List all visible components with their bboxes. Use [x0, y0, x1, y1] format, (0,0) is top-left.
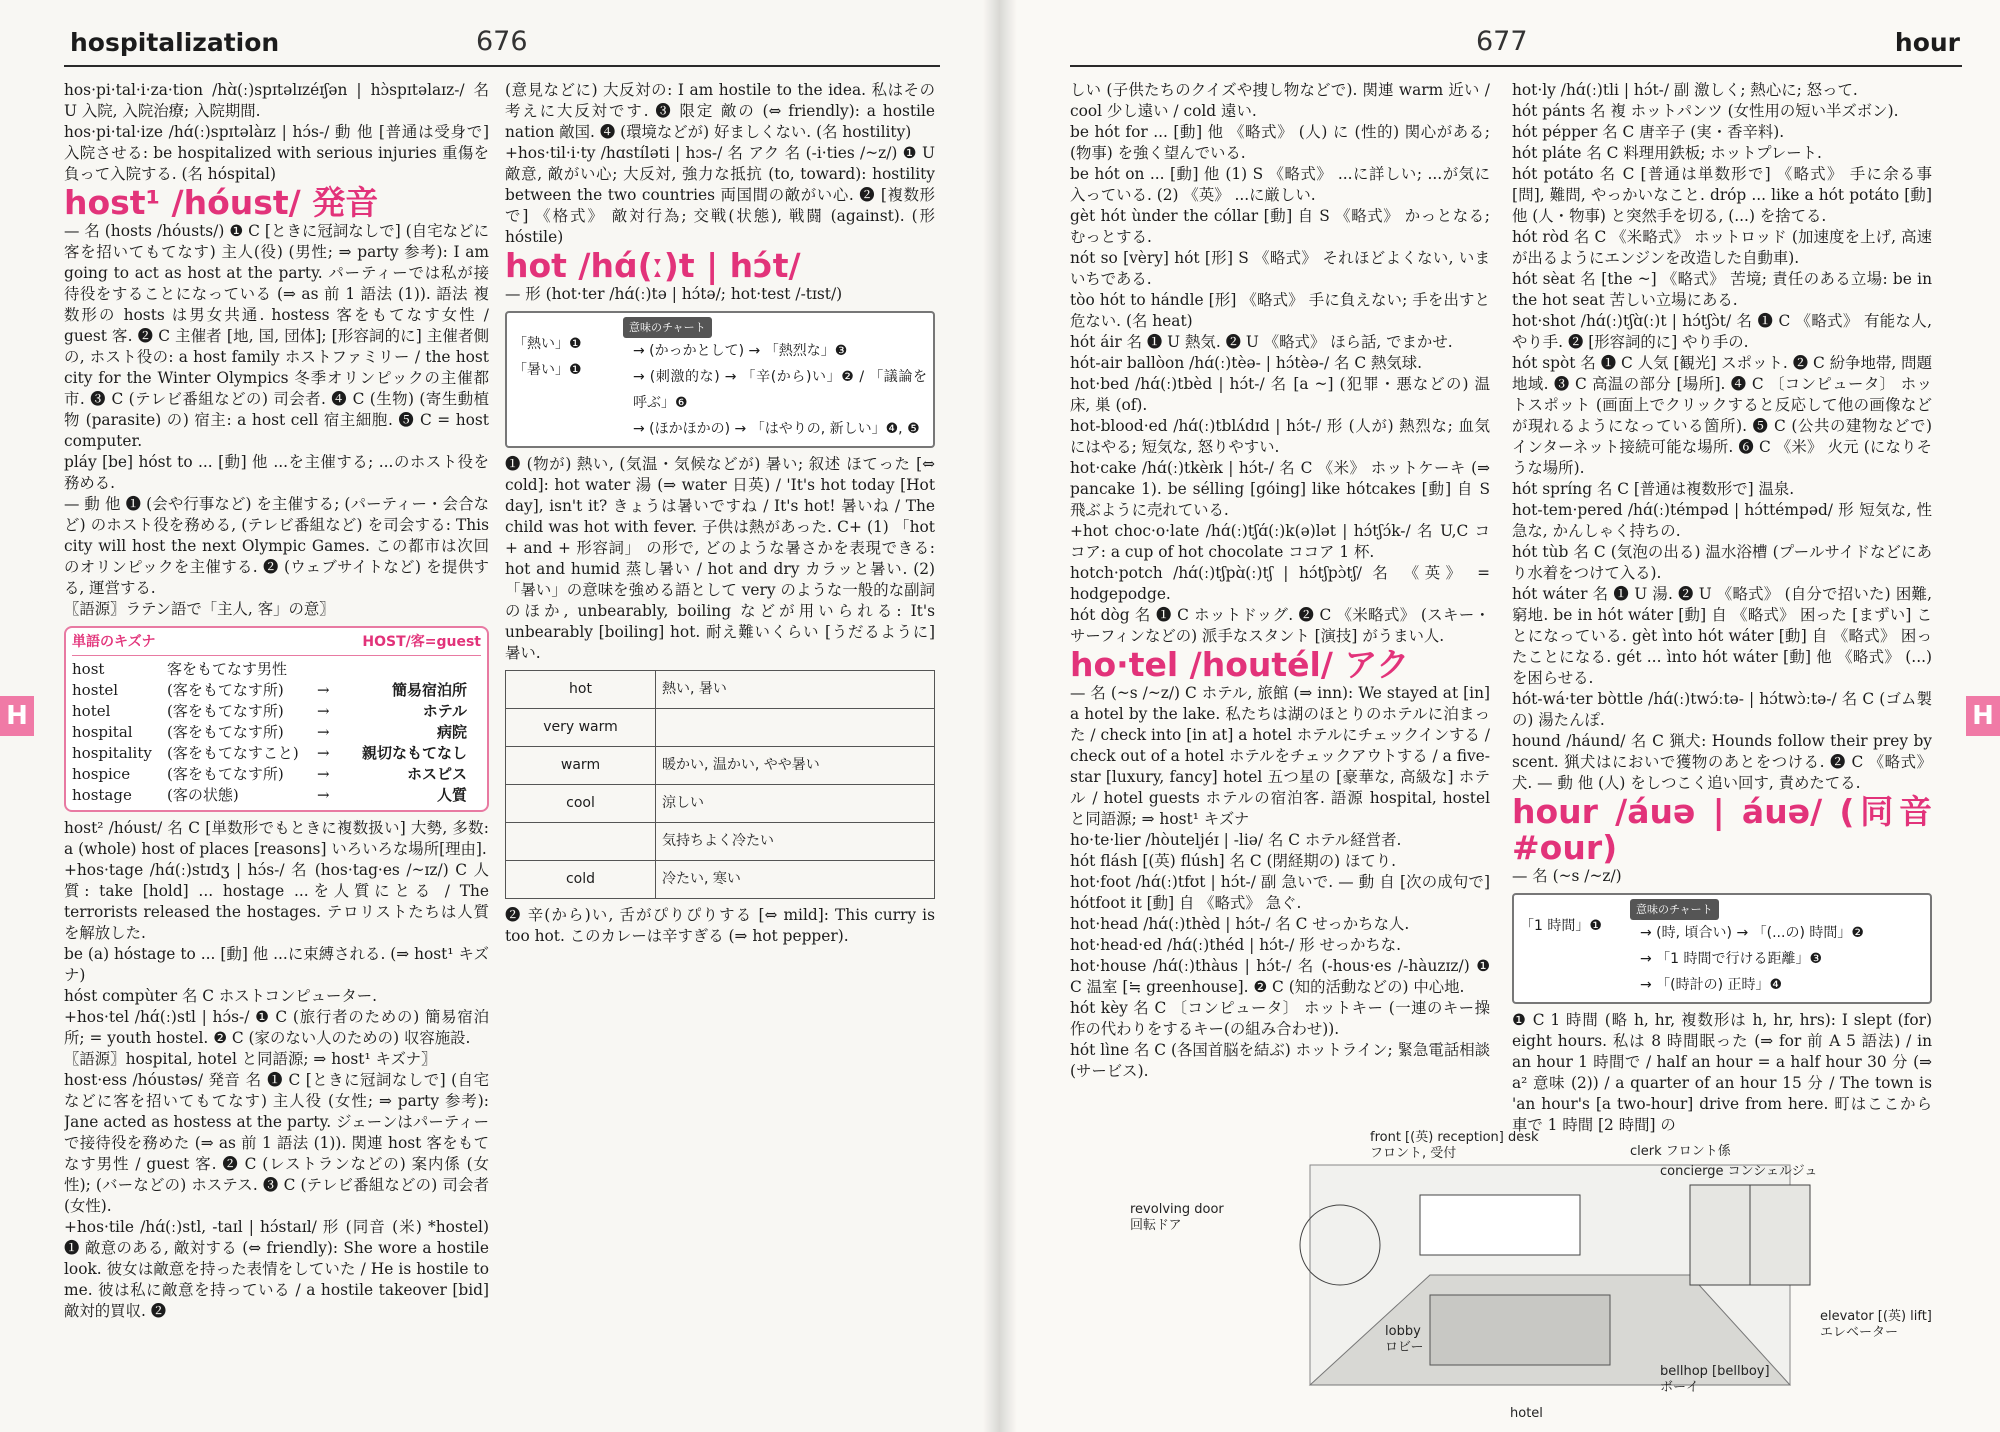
chart-row: → (かっかとして) → 「熱烈な」❸ [633, 343, 848, 359]
kizuna-cell: hospitality [72, 744, 152, 762]
entry: +hot choc·o·late /hɑ́(ː)tʃɑ́(ː)k(ə)lət | hɔ́tʃɔ́k-/ 名 U,C ココア: a cup of hot chocolate ココア 1 杯. [1070, 522, 1490, 561]
label-elevator: elevator [(英) lift] [1820, 1309, 1932, 1324]
entry: hot·head·ed /hɑ́(ː)théd | hɔ́t-/ 形 せっかちな. [1070, 936, 1402, 954]
table-row [506, 861, 935, 899]
chart-left-item: 「熱い」❶ [513, 336, 582, 352]
entry: host² /hóust/ 名 C [単数形でもときに複数扱い] 大勢, 多数: a (whole) host of places [reasons] いろいろな場所[理由]. [64, 819, 489, 858]
entry: hót-air ballòon /hɑ́(ː)tèə- | hɔ́tèə-/ 名 C 熱気球. [1070, 354, 1423, 372]
elevator-door [1690, 1185, 1750, 1285]
kizuna-cell [317, 659, 357, 680]
kizuna-rows [72, 659, 481, 806]
kizuna-row [72, 743, 481, 764]
table-cell: very warm [506, 709, 656, 747]
label-revolving-door: revolving door [1130, 1202, 1224, 1217]
entry: ho·te·lier /hòuteljéɪ | -liə/ 名 C ホテル経営者. [1070, 831, 1402, 849]
page-number: 676 [476, 26, 528, 57]
entry: hót-wá·ter bòttle /hɑ́(ː)twɔ́ːtə- | hɔ́twɔ̀ːtə-/ 名 C (ゴム製の) 湯たんぽ. [1512, 690, 1932, 729]
entry: +hos·tile /hɑ́(ː)stl, -taɪl | hɔ́staɪl/ 形 (同音 (米) *hostel) ❶ 敵意のある, 敵対する (⇔ friendly): She wore a hostile look. 彼女は敵意を持った表情をしていた / He is hostile to me. 彼は私に敵意を持っている / a hostile takeover [bid] 敵対的買収. ❷ [64, 1218, 489, 1320]
table-cell: hot [506, 671, 656, 709]
table-row [506, 671, 935, 709]
index-tab: H [1966, 696, 2000, 736]
entry: hot·cake /hɑ́(ː)tkèɪk | hɔ́t-/ 名 C 《米》 ホットケーキ (⇒ pancake 1). be sélling [góing] like hótcakes [動] 自 S 飛ぶように売れている. [1070, 459, 1490, 519]
lobby-carpet [1430, 1295, 1610, 1365]
temperature-table [505, 670, 935, 899]
index-tab: H [0, 696, 34, 736]
entry: hóst compùter 名 C ホストコンピューター. [64, 987, 378, 1005]
kizuna-cell [357, 659, 467, 680]
kizuna-cell: (客をもてなす所) [167, 702, 284, 720]
kizuna-cell: → [317, 702, 330, 720]
book-gutter [983, 0, 1017, 1432]
entry: hos·pi·tal·i·za·tion /hɑ̀(ː)spɪtəlɪzéɪʃən | hɔ̀spɪtəlaɪz-/ 名 U 入院, 入院治療; 入院期間. [64, 81, 489, 120]
entry: しい (子供たちのクイズや捜し物などで). 関連 warm 近い / cool 少し遠い / cold 遠い. [1070, 81, 1490, 120]
kizuna-cell: hospice [72, 765, 131, 783]
headword [1070, 647, 1490, 683]
running-head: hour [1894, 28, 1960, 57]
entry: hót áir 名 ❶ U 熱気. ❷ U 《略式》 ほら話, でまかせ. [1070, 333, 1453, 351]
kizuna-cell: host [72, 660, 105, 678]
kizuna-cell: ホテル [422, 702, 467, 720]
chart-left-item: 「暑い」❶ [513, 362, 582, 378]
hotel-lobby-illustration [1130, 1125, 1970, 1425]
kizuna-row [72, 701, 481, 722]
label-bellhop-ja: ボーイ [1660, 1380, 1700, 1395]
header-rule [1070, 65, 1962, 67]
table-cell: 涼しい [656, 785, 935, 823]
chart-row: → 「(時計の) 正時」❹ [1640, 977, 1783, 993]
table-row [506, 823, 935, 861]
kizuna-tag: HOST/客=guest [362, 634, 481, 650]
label-front-desk-ja: フロント, 受付 [1370, 1146, 1457, 1161]
column-1 [64, 80, 489, 1422]
kizuna-cell: 簡易宿泊所 [391, 681, 467, 699]
kizuna-cell: → [317, 723, 330, 741]
kizuna-cell: (客の状態) [167, 786, 239, 804]
entry: host·ess /hóustəs/ 発音 名 ❶ C [ときに冠詞なしで] (自宅などに客を招いてもてなす) 主人役 (女性; ⇒ party 参考): Jane acted as hostess at the party. ジェーンはパーティーで接待役を務めた (⇒ as 前 1 語法 (1)). 関連 host 客をもてなす男性 / guest 客. ❷ C (レストランなどの) 案内係 (女性); (バーなどの) ホステス. ❸ C (テレビ番組などの) 司会者 (女性). [64, 1071, 489, 1215]
kizuna-cell: (客をもてなす所) [167, 765, 284, 783]
entry: hót spríng 名 C [普通は複数形で] 温泉. [1512, 480, 1795, 498]
label-concierge: concierge コンシェルジュ [1660, 1164, 1818, 1179]
table-cell [506, 823, 656, 861]
chart-tag: 意味のチャート [1630, 899, 1719, 920]
kizuna-cell: → [317, 744, 330, 762]
entry: — 形 (hot·ter /hɑ́(ː)tə | hɔ́tə/; hot·test /-tɪst/) [505, 285, 843, 303]
table-row [506, 785, 935, 823]
chart-left [513, 331, 623, 383]
entry: hót spòt 名 ❶ C 人気 [観光] スポット. ❷ C 紛争地帯, 問題地域. ❸ C 高温の部分 [場所]. ❹ C 〔コンピュータ〕 ホットスポット (画面上でクリックすると反応して他の画像などが現れるようになっている箇所). ❺ C (公共の建物などで) インターネット接続可能な場所. ❻ C 《米》 火元 (になりそうな場所). [1512, 354, 1932, 477]
chart-tag: 意味のチャート [623, 317, 712, 338]
kizuna-title-bar [72, 632, 481, 656]
entry: nót so [vèry] hót [形] S 《略式》 それほどよくない, いまいちである. [1070, 249, 1490, 288]
table-row [506, 747, 935, 785]
chart-left: 「1 時間」❶ [1520, 918, 1602, 934]
table-cell: 気持ちよく冷たい [656, 823, 935, 861]
entry: — 名 (~s /~z/) C ホテル, 旅館 (⇒ inn): We stayed at [in] a hotel by the lake. 私たちは湖のほとりのホテルに泊まった / check into [in at] a hotel ホテルにチェックインする / check out of a hotel ホテルをチェックアウトする / a five-star [luxury, fancy] hotel 五つ星の [豪華な, 高級な] ホテル / hotel guests ホテルの宿泊客. 語源 hospital, hostel と同語源; ⇒ host¹ キズナ [1070, 684, 1490, 828]
entry: ❶ C 1 時間 (略 h, hr, 複数形は h, hr, hrs): I slept (for) eight hours. 私は 8 時間眠った (⇒ for 前 A 5 語法) / in an hour 1 時間で / half an hour = a half hour 30 分 (⇒ a² 意味 (2)) / a quarter of an hour 15 分 / The town is 'an hour's [a two-hour] drive from here. 町はここから車で 1 時間 [2 時間] の [1512, 1011, 1932, 1134]
kizuna-cell: hostel [72, 681, 119, 699]
elevator-door [1750, 1185, 1810, 1285]
entry: tòo hót to hándle [形] 《略式》 手に負えない; 手を出すと危ない. (名 heat) [1070, 291, 1490, 330]
entry: hos·pi·tal·ize /hɑ́(ː)spɪtəlàɪz | hɔ́s-/ 動 他 [普通は受身で] 入院させる: be hospitalized with serious injuries 重傷を負って入院する. (名 hóspital) [64, 123, 489, 183]
entry: hot·shot /hɑ́(ː)tʃɑ̀(ː)t | hɔ́tʃɔ̀t/ 名 ❶ C 《略式》 有能な人, やり手. ❷ [形容詞的に] やり手の. [1512, 312, 1932, 351]
entry: hót flásh [(英) flúsh] 名 C (閉経期の) ほてり. [1070, 852, 1397, 870]
headword-text: hot /hɑ́(ː)t | hɔ́t/ [505, 246, 801, 285]
entry: hót wáter 名 ❶ U 湯. ❷ U 《略式》 (自分で招いた) 困難, 窮地. be in hót wáter [動] 自 《略式》 困った [まずい] ことになっている. gèt ìnto hót wáter [動] 自 《略式》 困ったことになる. gét ... ìnto hót wáter [動] 他 《略式》 (...) を困らせる. [1512, 585, 1932, 687]
label-clerk: clerk フロント係 [1630, 1144, 1731, 1159]
kizuna-cell: 親切なもてなし [361, 744, 467, 762]
table-cell: cold [506, 861, 656, 899]
kizuna-row [72, 680, 481, 701]
entry: hót sèat 名 [the ~] 《略式》 苦境; 責任のある立場: be in the hot seat 苦しい立場にある. [1512, 270, 1932, 309]
kizuna-cell: → [317, 765, 330, 783]
entry: be (a) hóstage to ... [動] 他 ...に束縛される. (⇒ host¹ キズナ) [64, 945, 489, 984]
entry: gèt hót ùnder the cóllar [動] 自 S 《略式》 かっとなる; むっとする. [1070, 207, 1490, 246]
kizuna-cell: → [317, 786, 330, 804]
table-cell: 冷たい, 寒い [656, 861, 935, 899]
chart-row: → (ほかほかの) → 「はやりの, 新しい」❹, ❺ [633, 421, 920, 437]
label-bellhop: bellhop [bellboy] [1660, 1364, 1770, 1379]
kizuna-row [72, 785, 481, 806]
kizuna-box [64, 626, 489, 812]
table-cell: cool [506, 785, 656, 823]
entry: hót dòg 名 ❶ C ホットドッグ. ❷ C 《米略式》 (スキー・サーフィンなどの) 派手なスタント [演技] がうまい人. [1070, 606, 1490, 645]
column-2 [505, 80, 935, 1422]
entry: +hos·til·i·ty /hɑstíləti | hɔs-/ 名 アク 名 (-i·ties /~z/) ❶ U 敵意, 敵がい心; 大反対, 強力な抵抗 (to, toward): hostility between the two countries 両国間の敵がい心. ❷ [複数形で] 《格式》 敵対行為; 交戦(状態), 戦闘 (against). (形 hóstile) [505, 144, 935, 246]
entry: hót potáto 名 C [普通は単数形で] 《略式》 手に余る事[問], 難問, やっかいなこと. dróp ... like a hót potáto [動] 他 (人・物事) と突然手を切る, (...) を捨てる. [1512, 165, 1932, 225]
kizuna-cell: hostage [72, 786, 132, 804]
kizuna-cell: 病院 [436, 723, 467, 741]
running-head: hospitalization [70, 28, 280, 57]
label-front-desk: front [(英) reception] desk [1370, 1130, 1539, 1145]
entry: hót tùb 名 C (気泡の出る) 温水浴槽 (プールサイドなどにあり水着をつけて入る). [1512, 543, 1932, 582]
entry: (意見などに) 大反対の: I am hostile to the idea. 私はその考えに大反対です. ❸ 限定 敵の (⇔ friendly): a hostile nation 敵国. ❹ (環境などが) 好ましくない. (名 hostility) [505, 81, 935, 141]
entry: hot·foot /hɑ́(ː)tfʊt | hɔ́t-/ 副 急いで. — 動 自 [次の成句で] hótfoot it [動] 自 《略式》 急ぐ. [1070, 873, 1490, 912]
entry: hót pépper 名 C 唐辛子 (実・香辛料). [1512, 123, 1785, 141]
label-revolving-door-ja: 回転ドア [1130, 1218, 1182, 1233]
entry: hot·bed /hɑ́(ː)tbèd | hɔ́t-/ 名 [a ~] (犯罪・悪などの) 温床, 巣 (of). [1070, 375, 1490, 414]
illustration-caption: hotel [1510, 1406, 1543, 1421]
entry: hot·head /hɑ́(ː)thèd | hɔ́t-/ 名 C せっかちな人. [1070, 915, 1410, 933]
entry: hot·ly /hɑ́(ː)tli | hɔ́t-/ 副 激しく; 熱心に; 怒って. [1512, 81, 1858, 99]
meaning-chart [1512, 893, 1932, 1004]
kizuna-cell: ホスピス [406, 765, 467, 783]
entry: +hos·tel /hɑ́(ː)stl | hɔ́s-/ ❶ C (旅行者のための) 簡易宿泊所; = youth hostel. ❷ C (家のない人のための) 収容施設. [64, 1008, 489, 1047]
entry: hót lìne 名 C (各国首脳を結ぶ) ホットライン; 緊急電話相談 (サービス). [1070, 1041, 1490, 1080]
label-elevator-ja: エレベーター [1820, 1325, 1899, 1340]
entry: hot-tem·pered /hɑ́(ː)témpəd | hɔ́ttémpəd/ 形 短気な, 性急な, かんしゃく持ちの. [1512, 501, 1932, 540]
entry: ❷ 辛(から)い, 舌がぴりぴりする [⇔ mild]: This curry is too hot. このカレーは辛すぎる (⇒ hot pepper). [505, 906, 935, 945]
page-number: 677 [1476, 26, 1528, 57]
headword [64, 185, 489, 221]
kizuna-cell: → [317, 681, 330, 699]
entry: be hót for ... [動] 他 《略式》 (人) に (性的) 関心がある; (物事) を強く望んでいる. [1070, 123, 1490, 162]
kizuna-cell: (客をもてなすこと) [167, 744, 299, 762]
entry: 〖語源〗hospital, hotel と同語源; ⇒ host¹ キズナ〗 [64, 1050, 437, 1068]
headword-text: ho·tel /houtél/ アク [1070, 645, 1410, 684]
entry: hót ròd 名 C 《米略式》 ホットロッド (加速度を上げ, 高速が出るようにエンジンを改造した自動車). [1512, 228, 1932, 267]
entry: be hót on ... [動] 他 (1) S 《略式》 ...に詳しい; ...が気に入っている. (2) 《英》 ...に厳しい. [1070, 165, 1490, 204]
front-desk [1420, 1195, 1580, 1255]
kizuna-row [72, 722, 481, 743]
kizuna-cell: hospital [72, 723, 133, 741]
entry: hotch·potch /hɑ́(ː)tʃpɑ̀(ː)tʃ | hɔ́tʃpɔ̀tʃ/ 名 《英》 = hodgepodge. [1070, 564, 1490, 603]
table-cell: 暖かい, 温かい, やや暑い [656, 747, 935, 785]
kizuna-cell: (客をもてなす所) [167, 723, 284, 741]
kizuna-row [72, 764, 481, 785]
kizuna-cell: 客をもてなす男性 [167, 660, 288, 678]
headword [505, 248, 935, 284]
label-lobby-ja: ロビー [1385, 1340, 1424, 1355]
headword-text: host¹ /hóust/ 発音 [64, 183, 379, 222]
entry: ❶ (物が) 熱い, (気温・気候などが) 暑い; 叙述 ほてった [⇔ cold]: hot water 湯 (⇒ water 日英) / 'It's hot today [Hot day], isn't it? きょうは暑いですね / It's hot! 暑いね / The child was hot with fever. 子供は熱があった. C+ (1) 「hot + and + 形容詞」 の形で, どのような暑さかを表現できる: hot and humid 蒸し暑い / hot and dry カラッと暑い. (2) 「暑い」の意味を強める語として very のような一般的な副詞のほか, unbearably, boiling などが用いられる: It's unbearably [boiling] hot. 耐え難いくらい [うだるように] 暑い. [505, 455, 935, 662]
chart-row: → (刺激的な) → 「辛(から)い」❷ / 「議論を呼ぶ」❻ [633, 369, 927, 411]
entry: hót kèy 名 C 〔コンピュータ〕 ホットキー (一連のキー操作の代わりをするキー(の組み合わせ)). [1070, 999, 1490, 1038]
entry: +hos·tage /hɑ́(ː)stɪdʒ | hɔ́s-/ 名 (hos·tag·es /~ɪz/) C 人質: take [hold] ... hostage ...を人質にとる / The terrorists released the hostages. テロリストたちは人質を解放した. [64, 861, 489, 942]
entry: hot·house /hɑ́(ː)thàus | hɔ́t-/ 名 (-hous·es /-hàuzɪz/) ❶ C 温室 [≒ greenhouse]. ❷ C (知的活動などの) 中心地. [1070, 957, 1490, 996]
entry: hót pláte 名 C 料理用鉄板; ホットプレート. [1512, 144, 1822, 162]
meaning-chart [505, 311, 935, 448]
header-rule [64, 65, 940, 67]
kizuna-cell: 人質 [436, 786, 467, 804]
entry: — 名 (~s /~z/) [1512, 867, 1622, 885]
headword-text: hour /áuə | áuə/ (同音 #our) [1512, 792, 1932, 867]
kizuna-cell: hotel [72, 702, 111, 720]
kizuna-title: 単語のキズナ [72, 634, 156, 650]
chart-row: → (時, 頃合い) → 「(...の) 時間」❷ [1640, 925, 1864, 941]
headword [1512, 794, 1932, 866]
entry: hound /háund/ 名 C 猟犬: Hounds follow their prey by scent. 猟犬はにおいで獲物のあとをつける. ❷ C 《略式》 犬. — 動 他 (人) をしつこく追い回す, 責めたてる. [1512, 732, 1932, 792]
table-cell [656, 709, 935, 747]
kizuna-row [72, 659, 481, 680]
table-cell: 熱い, 暑い [656, 671, 935, 709]
entry: hot-blood·ed /hɑ́(ː)tblʌ́dɪd | hɔ́t-/ 形 (人が) 熱烈な; 血気にはやる; 短気な, 怒りやすい. [1070, 417, 1490, 456]
entry: — 名 (hosts /hóusts/) ❶ C [ときに冠詞なしで] (自宅などに客を招いてもてなす) 主人(役) (男性; ⇒ party 参考): I am going to act as host at the party. パーティーでは私が接待役をすることになっている (⇒ as 前 1 語法 (1)). 語法 複数形の hosts は男女共通. hostess 客をもてなす女性 / guest 客. ❷ C 主催者 [地, 国, 団体]; [形容詞的に] 主催者側の, ホスト役の: a host family ホストファミリー / the host city for the Winter Olympics 冬季オリンピックの主催都市. ❸ C (テレビ番組などの) 司会者. ❹ C (生物) (寄生動植物 (parasite) の) 宿主: a host cell 宿主細胞. ❺ C = host computer. [64, 222, 489, 450]
kizuna-cell: (客をもてなす所) [167, 681, 284, 699]
entry: — 動 他 ❶ (会や行事など) を主催する; (パーティー・会合など) のホスト役を務める, (テレビ番組など) を司会する: This city will host the next Olympic Games. この都市は次回のオリンピックを主催する. ❷ (ウェブサイトなど) を提供する, 運営する. [64, 495, 489, 597]
entry: 〖語源〗ラテン語で「主人, 客」の意〗 [64, 600, 335, 618]
chart-row: → 「1 時間で行ける距離」❸ [1640, 951, 1823, 967]
entry: pláy [be] hóst to ... [動] 他 ...を主催する; ...のホスト役を務める. [64, 453, 489, 492]
table-cell: warm [506, 747, 656, 785]
table-row [506, 709, 935, 747]
label-lobby: lobby [1385, 1324, 1421, 1339]
entry: hót pánts 名 複 ホットパンツ (女性用の短い半ズボン). [1512, 102, 1899, 120]
